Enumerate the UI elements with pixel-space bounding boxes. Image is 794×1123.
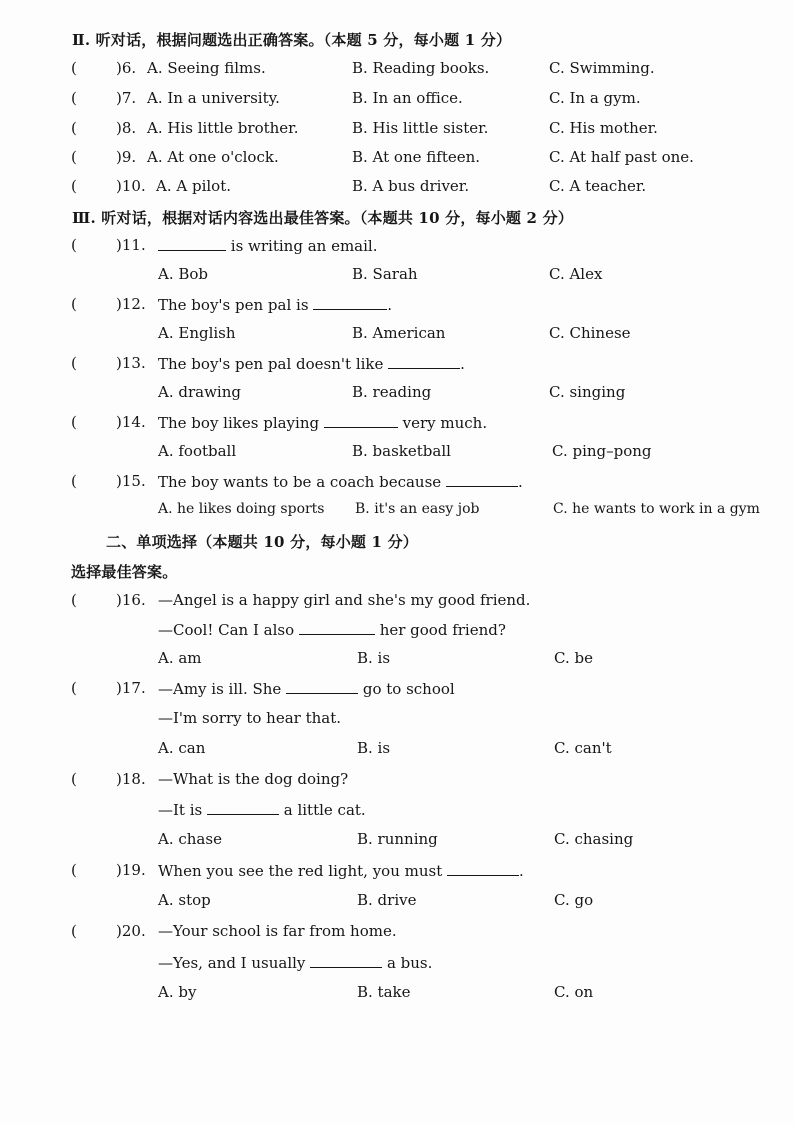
question-17 bbox=[0, 679, 794, 701]
question-18 bbox=[0, 770, 794, 792]
question-stem bbox=[158, 354, 465, 373]
option-a: A. A pilot. bbox=[156, 177, 231, 195]
question-15-options bbox=[0, 501, 794, 523]
option-a: A. stop bbox=[158, 891, 211, 909]
answer-paren-open[interactable]: ( bbox=[71, 148, 77, 166]
option-a: A. English bbox=[158, 324, 236, 342]
answer-paren-open[interactable]: ( bbox=[71, 679, 77, 697]
question-16-line-2 bbox=[0, 620, 794, 642]
option-c: C. A teacher. bbox=[549, 177, 647, 195]
option-b: B. His little sister. bbox=[352, 119, 489, 137]
question-number: )11. bbox=[116, 236, 146, 254]
option-a: A. by bbox=[158, 983, 197, 1001]
question-10 bbox=[0, 177, 794, 199]
option-c: C. singing bbox=[549, 383, 626, 401]
option-b: B. Sarah bbox=[352, 265, 418, 283]
question-number: )7. bbox=[116, 89, 137, 107]
answer-paren-open[interactable]: ( bbox=[71, 119, 77, 137]
option-a: A. Bob bbox=[158, 265, 209, 283]
question-11-options bbox=[0, 265, 794, 287]
option-b: B. At one fifteen. bbox=[352, 148, 481, 166]
stem-after: . bbox=[517, 473, 523, 491]
stem-before: The boy's pen pal doesn't like bbox=[158, 355, 389, 373]
question-12 bbox=[0, 295, 794, 317]
stem-after: . bbox=[387, 296, 393, 314]
dialogue-line-2 bbox=[158, 620, 506, 639]
question-number: )6. bbox=[116, 59, 137, 77]
question-19-options bbox=[0, 891, 794, 913]
option-c: C. Alex bbox=[549, 265, 603, 283]
option-b: B. reading bbox=[352, 383, 432, 401]
question-stem bbox=[158, 295, 392, 314]
dialogue-line-2 bbox=[158, 800, 366, 819]
question-stem bbox=[158, 861, 524, 880]
question-7 bbox=[0, 89, 794, 111]
answer-paren-open[interactable]: ( bbox=[71, 89, 77, 107]
stem-before: When you see the red light, you must bbox=[158, 862, 448, 880]
answer-paren-open[interactable]: ( bbox=[71, 354, 77, 372]
question-13-options bbox=[0, 383, 794, 405]
answer-paren-open[interactable]: ( bbox=[71, 922, 77, 940]
dialogue-line-1 bbox=[158, 679, 455, 698]
stem-after: is writing an email. bbox=[226, 237, 378, 255]
question-20-line-2 bbox=[0, 953, 794, 975]
question-20 bbox=[0, 922, 794, 944]
question-17-options bbox=[0, 739, 794, 761]
question-number: )10. bbox=[116, 177, 146, 195]
option-a: A. drawing bbox=[158, 383, 241, 401]
stem-after: go to school bbox=[358, 680, 455, 698]
question-number: )16. bbox=[116, 591, 146, 609]
question-stem bbox=[158, 472, 523, 491]
answer-blank[interactable] bbox=[310, 953, 382, 968]
option-c: C. Chinese bbox=[549, 324, 631, 342]
answer-paren-open[interactable]: ( bbox=[71, 295, 77, 313]
question-number: )9. bbox=[116, 148, 137, 166]
answer-paren-open[interactable]: ( bbox=[71, 177, 77, 195]
option-c: C. His mother. bbox=[549, 119, 658, 137]
question-number: )8. bbox=[116, 119, 137, 137]
answer-blank[interactable] bbox=[447, 861, 519, 876]
answer-paren-open[interactable]: ( bbox=[71, 472, 77, 490]
answer-blank[interactable] bbox=[207, 800, 279, 815]
option-a: A. football bbox=[158, 442, 237, 460]
option-b: B. is bbox=[357, 739, 391, 757]
question-number: )12. bbox=[116, 295, 146, 313]
option-b: B. American bbox=[352, 324, 446, 342]
option-a: A. In a university. bbox=[147, 89, 280, 107]
question-stem bbox=[158, 413, 487, 432]
question-18-options bbox=[0, 830, 794, 852]
question-9 bbox=[0, 148, 794, 170]
question-number: )17. bbox=[116, 679, 146, 697]
answer-paren-open[interactable]: ( bbox=[71, 591, 77, 609]
option-c: C. he wants to work in a gym bbox=[553, 501, 760, 517]
question-number: )19. bbox=[116, 861, 146, 879]
question-6 bbox=[0, 59, 794, 81]
answer-blank[interactable] bbox=[313, 295, 387, 310]
option-c: C. can't bbox=[554, 739, 612, 757]
question-14-options bbox=[0, 442, 794, 464]
question-17-line-2 bbox=[0, 709, 794, 731]
option-b: B. In an office. bbox=[352, 89, 463, 107]
option-a: A. can bbox=[158, 739, 206, 757]
stem-before: —Amy is ill. She bbox=[158, 680, 287, 698]
question-number: )14. bbox=[116, 413, 146, 431]
question-16-options bbox=[0, 649, 794, 671]
question-15 bbox=[0, 472, 794, 494]
stem-after: . bbox=[460, 355, 465, 373]
stem-before: The boy's pen pal is bbox=[158, 296, 314, 314]
stem-before: —It is bbox=[158, 801, 207, 819]
option-b: B. Reading books. bbox=[352, 59, 490, 77]
option-b: B. take bbox=[357, 983, 411, 1001]
answer-blank[interactable] bbox=[388, 354, 460, 369]
stem-after: . bbox=[519, 862, 524, 880]
question-number: )15. bbox=[116, 472, 146, 490]
option-a: A. am bbox=[158, 649, 202, 667]
question-19 bbox=[0, 861, 794, 883]
option-a: A. Seeing films. bbox=[147, 59, 266, 77]
option-a: A. At one o'clock. bbox=[147, 148, 279, 166]
answer-paren-open[interactable]: ( bbox=[71, 770, 77, 788]
answer-blank[interactable] bbox=[324, 413, 398, 428]
dialogue-line-1: —Your school is far from home. bbox=[158, 922, 397, 940]
stem-after: very much. bbox=[397, 414, 488, 432]
part-2-header: 二、单项选择（本题共 10 分，每小题 1 分） bbox=[106, 533, 419, 551]
stem-before: The boy wants to be a coach because bbox=[158, 473, 446, 491]
part-2-instruction: 选择最佳答案。 bbox=[71, 563, 178, 581]
dialogue-line-2 bbox=[158, 953, 432, 972]
question-stem bbox=[158, 236, 377, 255]
option-c: C. Swimming. bbox=[549, 59, 655, 77]
question-number: )13. bbox=[116, 354, 146, 372]
option-c: C. chasing bbox=[554, 830, 634, 848]
option-c: C. ping–pong bbox=[552, 442, 652, 460]
option-c: C. on bbox=[554, 983, 594, 1001]
option-b: B. running bbox=[357, 830, 438, 848]
dialogue-line-1: —Angel is a happy girl and she's my good friend. bbox=[158, 591, 531, 609]
question-13 bbox=[0, 354, 794, 376]
answer-paren-open[interactable]: ( bbox=[71, 413, 77, 431]
question-number: )20. bbox=[116, 922, 146, 940]
stem-before: The boy likes playing bbox=[158, 414, 324, 432]
question-18-line-2 bbox=[0, 800, 794, 822]
stem-before: —Cool! Can I also bbox=[158, 621, 299, 639]
option-c: C. go bbox=[554, 891, 594, 909]
option-b: B. basketball bbox=[352, 442, 451, 460]
question-14 bbox=[0, 413, 794, 435]
option-b: B. drive bbox=[357, 891, 417, 909]
answer-paren-open[interactable]: ( bbox=[71, 236, 77, 254]
question-12-options bbox=[0, 324, 794, 346]
option-c: C. At half past one. bbox=[549, 148, 694, 166]
stem-before: —Yes, and I usually bbox=[158, 954, 311, 972]
question-8 bbox=[0, 119, 794, 141]
option-a: A. he likes doing sports bbox=[158, 501, 325, 517]
option-c: C. be bbox=[554, 649, 593, 667]
answer-paren-open[interactable]: ( bbox=[71, 59, 77, 77]
answer-blank[interactable] bbox=[286, 679, 358, 694]
stem-after: her good friend? bbox=[374, 621, 506, 639]
question-number: )18. bbox=[116, 770, 146, 788]
stem-after: a little cat. bbox=[278, 801, 366, 819]
stem-after: a bus. bbox=[382, 954, 433, 972]
option-b: B. it's an easy job bbox=[355, 501, 480, 517]
question-16 bbox=[0, 591, 794, 613]
option-a: A. chase bbox=[158, 830, 222, 848]
answer-paren-open[interactable]: ( bbox=[71, 861, 77, 879]
section-2-header: Ⅱ. 听对话，根据问题选出正确答案。（本题 5 分，每小题 1 分） bbox=[72, 31, 512, 49]
dialogue-line-1: —What is the dog doing? bbox=[158, 770, 349, 788]
option-b: B. is bbox=[357, 649, 391, 667]
option-b: B. A bus driver. bbox=[352, 177, 470, 195]
dialogue-line-2: —I'm sorry to hear that. bbox=[158, 709, 342, 727]
answer-blank[interactable] bbox=[299, 620, 375, 635]
section-3-header: Ⅲ. 听对话，根据对话内容选出最佳答案。（本题共 10 分，每小题 2 分） bbox=[72, 209, 574, 227]
question-11 bbox=[0, 236, 794, 258]
option-a: A. His little brother. bbox=[147, 119, 299, 137]
question-20-options bbox=[0, 983, 794, 1005]
answer-blank[interactable] bbox=[158, 236, 226, 251]
option-c: C. In a gym. bbox=[549, 89, 641, 107]
answer-blank[interactable] bbox=[446, 472, 518, 487]
